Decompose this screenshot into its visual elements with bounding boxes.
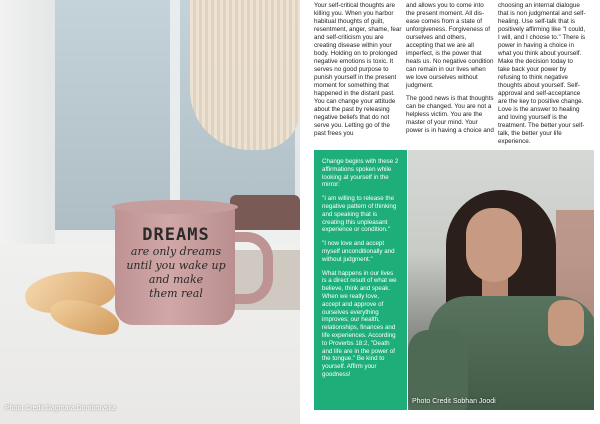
text-column-2 [406, 2, 494, 140]
right-page [300, 0, 600, 424]
mug-rim [112, 200, 238, 214]
mug-line: are only dreams [130, 245, 222, 258]
paragraph: Change begins with these 2 affirmations spoken while looking at yourself in the mirror: [322, 158, 399, 189]
face [466, 208, 522, 282]
mug-line: them real [149, 287, 203, 300]
macrame-tassel [190, 0, 300, 150]
mug-line: until you wake up [126, 259, 226, 272]
mug-text [122, 225, 230, 301]
paragraph: and allows you to come into the present moment. All dis-ease comes from a state of unforgiveness. Forgiveness of ourselves and others, accepting that we are all imperfect, is the power that heals us. No negative condition can remain in our lives when we love ourselves without judgment. [406, 2, 494, 89]
right-page-photo [408, 150, 594, 410]
text-column-3 [498, 2, 586, 151]
paragraph: "I now love and accept myself unconditionally and without judgment." [322, 240, 395, 263]
photo-credit: Photo Credit Sobhan Joodi [412, 398, 496, 405]
paragraph: What happens in our lives is a direct result of what we believe, think and speak. When we really love, accept and approve of ourselves everything improves; our health, relationships, finances and life experiences. According to Proverbs 18:2, "Death and life are in the power of the tongue." Be kind to yourself. Affirm your goodness! [322, 269, 397, 378]
paragraph: "I am willing to release the negative pattern of thinking and speaking that is creating this unpleasant experience or condition." [322, 195, 397, 234]
mug-title: DREAMS [142, 225, 210, 245]
photo-credit: Photo Credit Dagmara Dombrovska [5, 405, 116, 412]
thumbs-up-hand [548, 300, 584, 346]
mug-line: and make [148, 273, 204, 286]
text-column-1 [314, 2, 402, 143]
paragraph: Your self-critical thoughts are killing you. When you harbor habitual thoughts of guilt, resentment, anger, shame, fear and self-criticism you are creating disease within your body. Holding on to prolonged negative emotions is toxic. It serves no good purpose to punish yourself in the present moment for something that happened in the distant past. You can change your attitude about the past by releasing negative beliefs that do not serve you. Letting go of the past frees you [314, 2, 402, 137]
affirmations-box [314, 150, 407, 410]
wall [0, 0, 55, 244]
paragraph: choosing an internal dialogue that is non judgmental and self-healing. Use self-talk that is positively affirming like "I could, I will, and I choose to." There is power in having a choice in what you think about yourself. Make the decision today to take back your power by refusing to think negative thoughts about yourself. Self-approval and self-acceptance are the key to positive change. Love is the answer to healing and loving yourself is the treatment. The better your self-talk, the better your life experience. [498, 2, 586, 145]
paragraph: The good news is that thoughts can be changed. You are not a helpless victim. You are the master of your mind. Your power is in having a choice and [406, 95, 494, 134]
